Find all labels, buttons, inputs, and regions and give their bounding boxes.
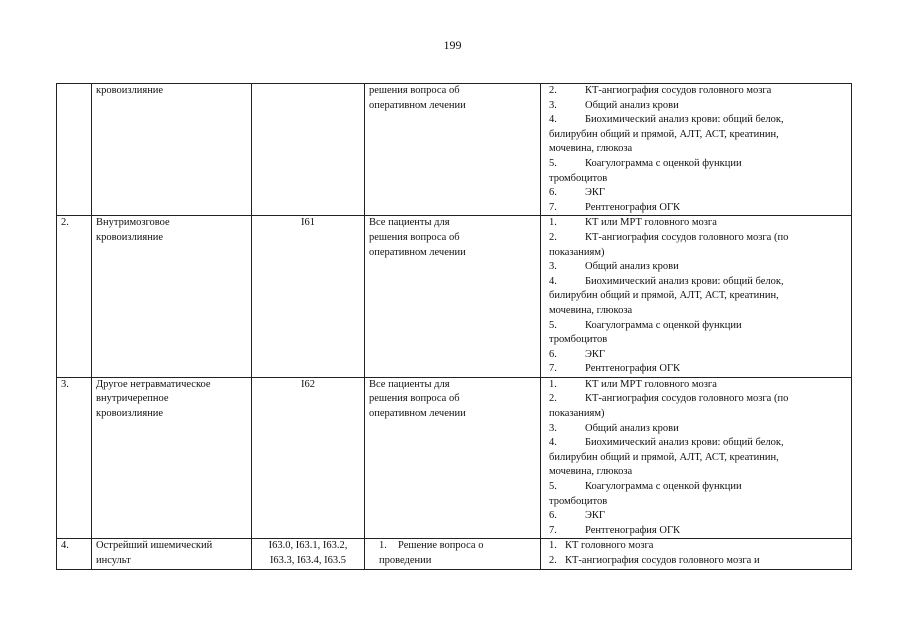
examination-item-text: Биохимический анализ крови: общий белок, xyxy=(585,114,784,126)
diagnosis-line: кровоизлияние xyxy=(96,85,164,96)
examination-item-number: 5. xyxy=(549,157,557,169)
patients-item-number: 1. xyxy=(379,540,387,552)
patients-line: решения вопроса об xyxy=(369,85,460,96)
examination-item-number: 5. xyxy=(549,319,557,331)
examination-item-number: 6. xyxy=(549,348,557,360)
icd-code-cell xyxy=(252,377,365,539)
patients-line: оперативном лечении xyxy=(369,246,466,258)
table-body xyxy=(57,84,852,570)
examination-item-text: КТ-ангиография сосудов головного мозга xyxy=(585,85,772,96)
examination-item-number: 5. xyxy=(549,481,557,493)
examination-item-text: ЭКГ xyxy=(585,348,606,360)
examination-item-continuation: тромбоцитов xyxy=(549,334,608,346)
row-number-cell xyxy=(57,377,92,539)
examination-item-text: Биохимический анализ крови: общий белок, xyxy=(585,437,784,449)
examination-item-number: 7. xyxy=(549,524,557,536)
examination-item-number: 2. xyxy=(549,231,557,243)
diagnosis-cell xyxy=(92,539,252,569)
examination-item-continuation: показаниям) xyxy=(549,408,605,420)
examination-item-text: Общий анализ крови xyxy=(585,261,679,273)
examination-item xyxy=(545,157,847,172)
diagnosis-line: инсульт xyxy=(96,555,131,566)
examination-item-number: 6. xyxy=(549,510,557,522)
examination-item xyxy=(545,392,847,407)
patients-cell xyxy=(365,216,541,378)
icd-code-line: I62 xyxy=(301,378,315,390)
examination-item-text: КТ или МРТ головного мозга xyxy=(585,378,717,390)
diagnosis-cell xyxy=(92,377,252,539)
row-number-cell xyxy=(57,539,92,569)
examination-item xyxy=(545,480,847,495)
examination-item-number: 7. xyxy=(549,201,557,213)
examination-item-number: 7. xyxy=(549,363,557,375)
patients-line: Все пациенты для xyxy=(369,378,450,390)
examination-item-number: 1. xyxy=(549,378,557,390)
examination-item-text: КТ или МРТ головного мозга xyxy=(585,217,717,229)
examination-item-text: КТ-ангиография сосудов головного мозга (по xyxy=(585,393,789,405)
patients-item-text: Решение вопроса о xyxy=(398,540,484,552)
icd-code-cell xyxy=(252,216,365,378)
patients-line: решения вопроса об xyxy=(369,393,460,405)
icd-code-line: I63.0, I63.1, I63.2, xyxy=(268,540,348,552)
examination-item-number: 6. xyxy=(549,187,557,199)
examination-item xyxy=(545,436,847,451)
examination-item-continuation: мочевина, глюкоза xyxy=(549,143,633,155)
examination-item-number: 3. xyxy=(549,99,557,111)
examination-item-text: КТ головного мозга xyxy=(565,540,654,552)
examination-item xyxy=(545,422,847,437)
examination-item-number: 4. xyxy=(549,437,557,449)
diagnosis-line: Другое нетравматическое xyxy=(96,378,211,390)
examination-item xyxy=(545,378,847,393)
examination-item-continuation: тромбоцитов xyxy=(549,172,608,184)
patients-cell xyxy=(365,377,541,539)
examination-item-text: Рентгенография ОГК xyxy=(585,201,681,213)
diagnosis-cell xyxy=(92,216,252,378)
examination-item-number: 4. xyxy=(549,275,557,287)
examination-item-continuation: билирубин общий и прямой, АЛТ, АСТ, креатинин, xyxy=(549,451,779,463)
examination-item xyxy=(545,554,847,569)
examination-table xyxy=(56,83,852,570)
examination-item-continuation: мочевина, глюкоза xyxy=(549,304,633,316)
table-row xyxy=(57,216,852,378)
examination-item xyxy=(545,539,847,554)
examination-item xyxy=(545,509,847,524)
examination-item-number: 2. xyxy=(549,555,557,566)
table-row xyxy=(57,377,852,539)
examination-item-continuation: мочевина, глюкоза xyxy=(549,466,633,478)
examination-item-text: Биохимический анализ крови: общий белок, xyxy=(585,275,784,287)
row-number-cell xyxy=(57,84,92,216)
examination-item xyxy=(545,319,847,334)
examination-item-text: ЭКГ xyxy=(585,510,606,522)
examination-item-text: Общий анализ крови xyxy=(585,422,679,434)
examination-item-text: Коагулограмма с оценкой функции xyxy=(585,157,742,169)
examination-item xyxy=(545,524,847,539)
examinations-cell xyxy=(541,377,852,539)
patients-line: оперативном лечении xyxy=(369,408,466,420)
row-number: 2. xyxy=(61,217,69,229)
examination-item xyxy=(545,186,847,201)
row-number-cell xyxy=(57,216,92,378)
examination-item xyxy=(545,99,847,114)
examination-item-text: КТ-ангиография сосудов головного мозга и xyxy=(565,555,760,566)
row-number: 3. xyxy=(61,378,69,390)
patients-line: оперативном лечении xyxy=(369,99,466,111)
examination-item-text: Коагулограмма с оценкой функции xyxy=(585,319,742,331)
patients-line xyxy=(375,554,536,569)
diagnosis-cell xyxy=(92,84,252,216)
table-row xyxy=(57,84,852,216)
examination-item-text: Общий анализ крови xyxy=(585,99,679,111)
diagnosis-line: Острейший ишемический xyxy=(96,540,213,552)
examination-item-text: Рентгенография ОГК xyxy=(585,524,681,536)
icd-code-cell xyxy=(252,84,365,216)
examination-item xyxy=(545,113,847,128)
patients-line: решения вопроса об xyxy=(369,231,460,243)
icd-code-cell xyxy=(252,539,365,569)
examination-item-number: 4. xyxy=(549,114,557,126)
examination-item-continuation: билирубин общий и прямой, АЛТ, АСТ, креатинин, xyxy=(549,128,779,140)
examination-item xyxy=(545,231,847,246)
examination-item-number: 2. xyxy=(549,393,557,405)
examinations-cell xyxy=(541,539,852,569)
icd-code-line: I61 xyxy=(301,217,315,229)
examination-item-number: 1. xyxy=(549,217,557,229)
examination-item xyxy=(545,84,847,99)
row-number: 4. xyxy=(61,540,69,552)
patients-line: Все пациенты для xyxy=(369,217,450,229)
examination-item-text: Коагулограмма с оценкой функции xyxy=(585,481,742,493)
examination-item-continuation: билирубин общий и прямой, АЛТ, АСТ, креатинин, xyxy=(549,290,779,302)
examination-item-number: 1. xyxy=(549,540,557,552)
examination-item-number: 3. xyxy=(549,422,557,434)
diagnosis-line: кровоизлияние xyxy=(96,231,164,243)
patients-cell xyxy=(365,539,541,569)
examination-item xyxy=(545,201,847,216)
examination-item-continuation: тромбоцитов xyxy=(549,495,608,507)
examination-item xyxy=(545,275,847,290)
examination-item-continuation: показаниям) xyxy=(549,246,605,258)
examination-item-text: КТ-ангиография сосудов головного мозга (по xyxy=(585,231,789,243)
patients-cell xyxy=(365,84,541,216)
examinations-cell xyxy=(541,84,852,216)
diagnosis-line: внутричерепное xyxy=(96,393,169,405)
patients-item-text: проведении xyxy=(379,555,432,566)
diagnosis-line: Внутримозговое xyxy=(96,217,170,229)
table-row xyxy=(57,539,852,569)
diagnosis-line: кровоизлияние xyxy=(96,408,164,420)
examination-item xyxy=(545,362,847,377)
examinations-cell xyxy=(541,216,852,378)
examination-item xyxy=(545,260,847,275)
examination-item-number: 3. xyxy=(549,261,557,273)
patients-line xyxy=(375,539,536,554)
examination-item xyxy=(545,348,847,363)
examination-item-text: Рентгенография ОГК xyxy=(585,363,681,375)
examination-item-text: ЭКГ xyxy=(585,187,606,199)
examination-item xyxy=(545,216,847,231)
icd-code-line: I63.3, I63.4, I63.5 xyxy=(269,555,347,566)
examination-item-number: 2. xyxy=(549,85,557,96)
page-number: 199 xyxy=(443,38,462,52)
